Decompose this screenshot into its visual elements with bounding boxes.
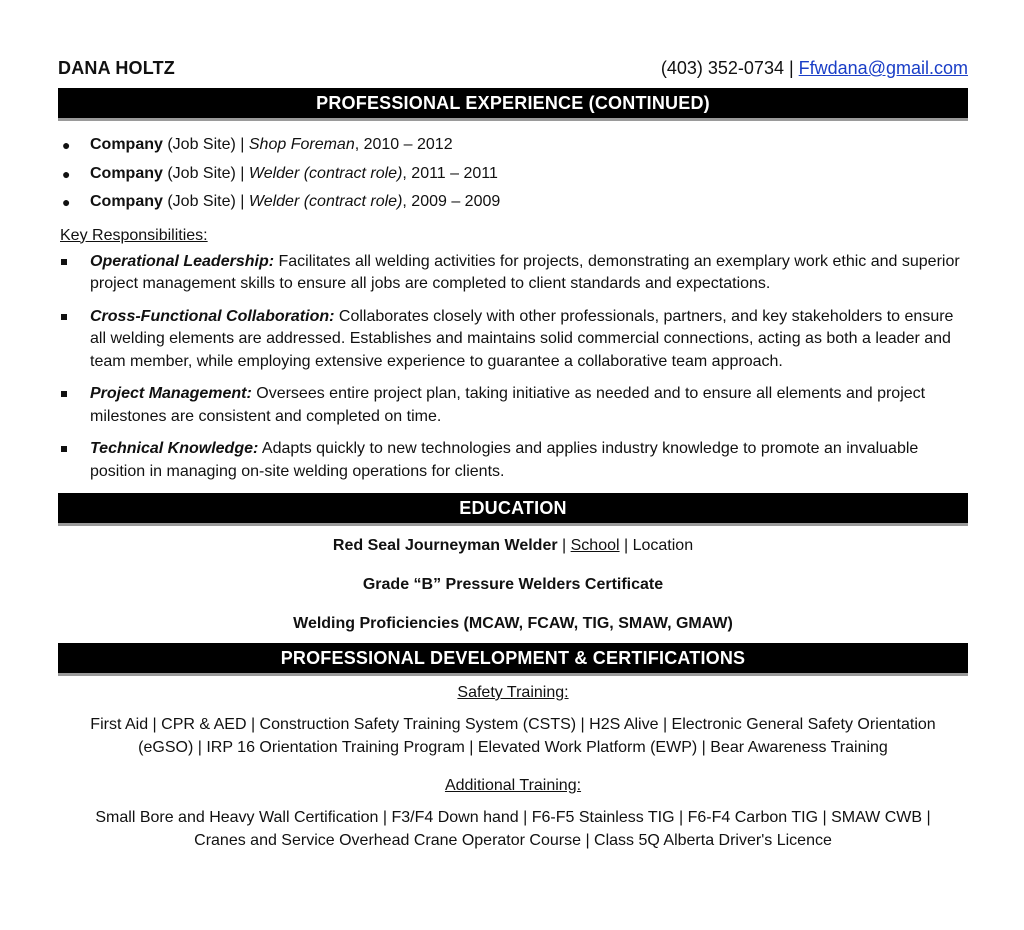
responsibility-text: Collaborates closely with other professionals, partners, and key stakeholders to ensure all welding elements are addressed. Establishes and maintains solid commercial connections, acting as both a leader and team member, while employing extensive experience to guarantee a collaborative team approach. [90,307,954,370]
phone-number: (403) 352-0734 [660,58,784,78]
responsibility-item [58,383,968,428]
safety-training-list [58,714,968,759]
square-bullet-icon [61,446,67,452]
contact-info [661,58,968,79]
education-section-title: EDUCATION [58,493,968,526]
job-site: (Job Site) | [162,136,249,153]
square-bullet-icon [61,314,67,320]
responsibility-list [58,251,968,484]
responsibility-term: Operational Leadership: [90,252,275,270]
additional-training-line: Cranes and Service Overhead Crane Operator Course | Class 5Q Alberta Driver's Licence [194,831,832,849]
education-proficiencies: Welding Proficiencies (MCAW, FCAW, TIG, SMAW, GMAW) [293,615,733,632]
additional-training-heading: Additional Training: [444,777,582,794]
job-years: , 2009 – 2009 [402,193,501,210]
education-separator: | [619,537,633,554]
square-bullet-icon [61,259,67,265]
responsibility-term: Cross-Functional Collaboration: [90,307,335,325]
safety-training-line: First Aid | CPR & AED | Construction Safety Training System (CSTS) | H2S Alive | Electronic General Safety Orientation [90,716,936,733]
job-role: Welder (contract role) [248,164,403,182]
safety-training-line: (eGSO) | IRP 16 Orientation Training Program | Elevated Work Platform (EWP) | Bear Awareness Training [138,738,888,756]
responsibility-text: Adapts quickly to new technologies and applies industry knowledge to promote an invaluable position in managing on-site welding operations for clients. [90,440,919,480]
square-bullet-icon [61,391,67,397]
education-credential-line [58,526,968,565]
responsibility-item [58,438,968,483]
candidate-name: DANA HOLTZ [58,58,175,78]
job-item [58,131,968,160]
education-school: School [570,537,620,554]
job-role: Welder (contract role) [248,193,403,210]
education-separator: | [557,537,571,554]
contact-separator: | [783,58,799,78]
job-role: Shop Foreman [248,136,355,153]
responsibility-term: Technical Knowledge: [90,440,259,457]
responsibility-text: Oversees entire project plan, taking initiative as needed and to ensure all elements and project milestones are consistent and completed on time. [90,385,926,425]
job-company: Company [90,136,163,153]
resume-header [58,58,968,88]
job-years: , 2011 – 2011 [402,164,498,182]
job-item [58,160,968,189]
responsibility-item [58,251,968,296]
education-location: Location [632,537,694,554]
job-company: Company [90,193,163,210]
development-block [58,682,968,852]
bullet-icon: ● [62,165,71,182]
additional-training-line: Small Bore and Heavy Wall Certification | F3/F4 Down hand | F6-F5 Stainless TIG | F6-F4 Carbon TIG | SMAW CWB | [95,809,931,826]
responsibility-item [58,306,968,374]
key-responsibilities-heading: Key Responsibilities: [60,226,208,244]
job-company: Company [90,164,163,182]
responsibility-term: Project Management: [90,385,252,402]
bullet-icon: ● [62,137,71,153]
safety-training-heading: Safety Training: [457,684,569,701]
development-section-title: PROFESSIONAL DEVELOPMENT & CERTIFICATIONS [58,643,968,676]
education-certificate: Grade “B” Pressure Welders Certificate [362,576,664,593]
job-list [58,131,968,217]
responsibility-text: Facilitates all welding activities for projects, demonstrating an exemplary work ethic and superior project management skills to ensure all jobs are completed to client standards and expectations. [90,252,960,292]
job-item [58,188,968,217]
additional-training-list [58,807,968,852]
job-years: , 2010 – 2012 [354,136,453,153]
education-block [58,526,968,643]
education-credential: Red Seal Journeyman Welder [332,537,558,554]
experience-section-title: PROFESSIONAL EXPERIENCE (CONTINUED) [58,88,968,121]
job-site: (Job Site) | [162,193,249,210]
job-site: (Job Site) | [162,164,249,182]
email-link[interactable]: Ffwdana@gmail.com [798,58,968,78]
bullet-icon: ● [62,194,71,210]
resume-page [58,58,968,852]
